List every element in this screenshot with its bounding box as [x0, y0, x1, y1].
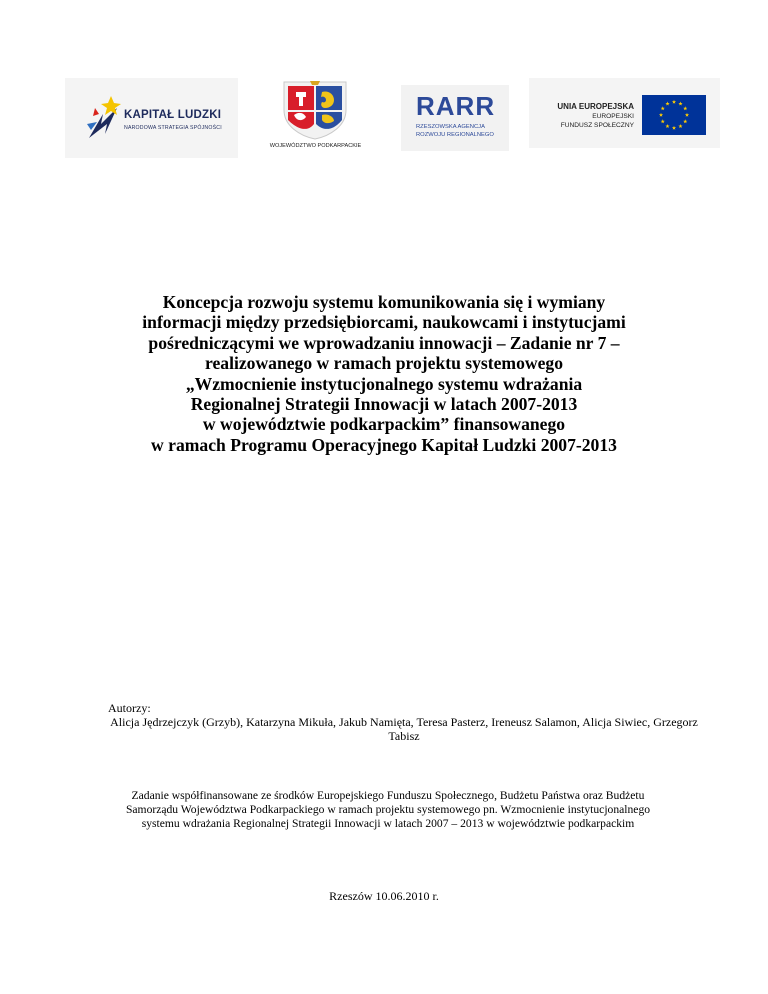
rarr-subtitle-line: ROZWOJU REGIONALNEGO	[416, 132, 494, 138]
logo-strip	[0, 0, 768, 170]
rarr-logo	[401, 85, 509, 151]
title-line: Koncepcja rozwoju systemu komunikowania się i wymiany	[162, 292, 606, 312]
eu-union-label: UNIA EUROPEJSKA	[557, 102, 634, 111]
cofinancing-line: Samorządu Województwa Podkarpackiego w ramach projektu systemowego pn. Wzmocnienie instytucjonalnego	[125, 803, 651, 816]
title-line: w ramach Programu Operacyjnego Kapitał Ludzki 2007-2013	[151, 434, 617, 455]
authors-label: Autorzy:	[108, 701, 151, 715]
kapital-ludzki-title: KAPITAŁ LUDZKI	[124, 109, 222, 121]
kapital-ludzki-emblem-icon	[85, 94, 121, 142]
cofinancing-note	[84, 789, 692, 831]
eu-fund-label: EUROPEJSKI	[592, 113, 634, 120]
eu-text	[557, 102, 634, 130]
cofinancing-line: Zadanie współfinansowane ze środków Europejskiego Funduszu Społecznego, Budżetu Państwa oraz Budżetu	[131, 789, 645, 802]
title-line: informacji między przedsiębiorcami, naukowcami i instytucjami	[142, 312, 626, 333]
document-title	[90, 292, 678, 455]
title-line: pośredniczącymi we wprowadzaniu innowacji – Zadanie nr 7 –	[148, 332, 620, 353]
title-line: „Wzmocnienie instytucjonalnego systemu wdrażania	[185, 373, 583, 394]
eu-fund-label: FUNDUSZ SPOŁECZNY	[560, 122, 634, 129]
title-line: Regionalnej Strategii Innowacji w latach 2007-2013	[190, 394, 578, 415]
rarr-subtitle	[416, 123, 494, 139]
kapital-ludzki-logo	[65, 78, 238, 158]
title-line: realizowanego w ramach projektu systemowego	[204, 353, 563, 374]
cofinancing-line: systemu wdrażania Regionalnej Strategii Innowacji w latach 2007 – 2013 w województwie podkarpackim	[141, 817, 635, 830]
eu-flag-icon	[642, 95, 706, 135]
place-and-date: Rzeszów 10.06.2010 r.	[329, 889, 439, 903]
title-line: w województwie podkarpackim” finansowanego	[202, 414, 566, 435]
kapital-ludzki-subtitle: NARODOWA STRATEGIA SPÓJNOŚCI	[124, 125, 222, 131]
podkarpackie-label: WOJEWÓDZTWO PODKARPACKIE	[269, 143, 362, 149]
authors-list: Alicja Jędrzejczyk (Grzyb), Katarzyna Mikuła, Jakub Namięta, Teresa Pasterz, Ireneusz Salamon, Alicja Siwiec, Grzegorz Tabisz	[110, 715, 698, 743]
rarr-subtitle-line: RZESZOWSKA AGENCJA	[416, 124, 485, 130]
podkarpackie-logo	[253, 78, 378, 160]
rarr-name: RARR	[416, 91, 496, 121]
eu-logo	[529, 78, 720, 148]
podkarpackie-coat-of-arms-icon	[282, 80, 348, 140]
